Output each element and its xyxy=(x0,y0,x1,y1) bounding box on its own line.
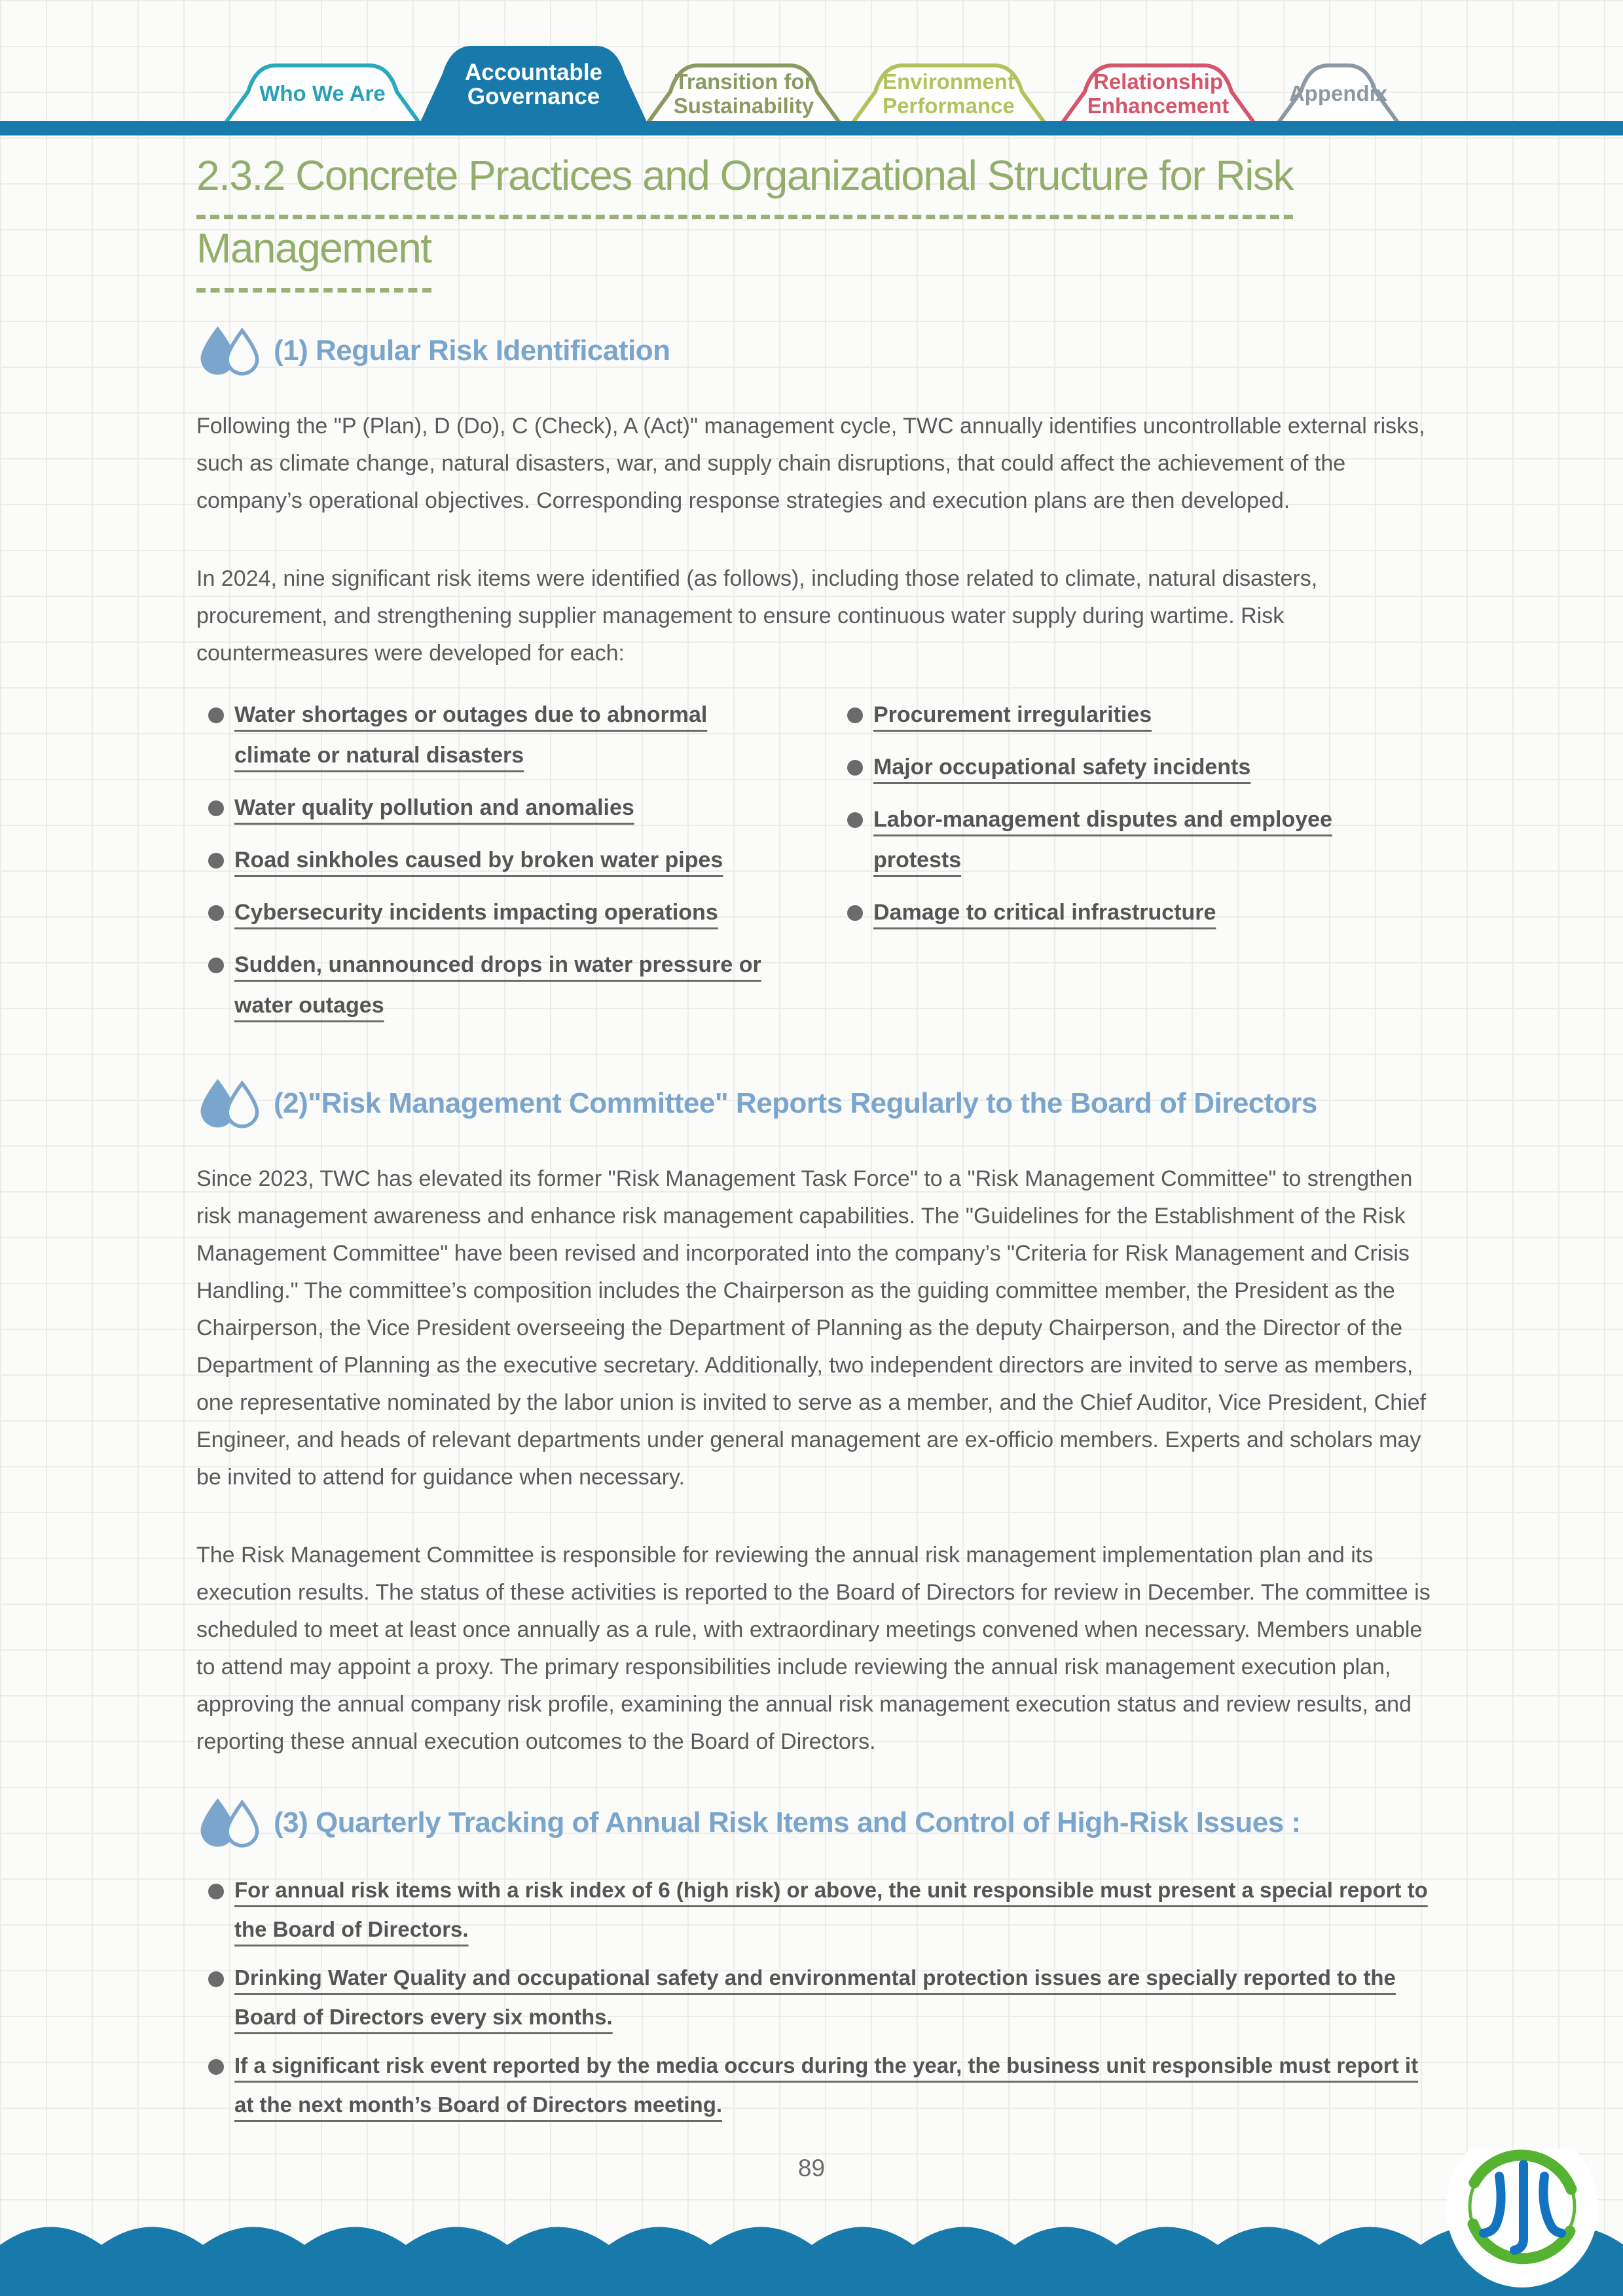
quarterly-tracking-list xyxy=(196,1871,1434,2125)
list-item: Water shortages or outages due to abnormal climate or natural disasters xyxy=(196,694,779,776)
section1-heading xyxy=(196,323,1434,379)
section2-paragraph2: The Risk Management Committee is responsible for reviewing the annual risk management implementation plan and its execution results. The status of these activities is reported to the Board of Directors for review in December. The committee is scheduled to meet at least once annually as a rule, with extraordinary meetings convened when necessary. Members unable to attend may appoint a proxy. The primary responsibilities include reviewing the annual risk management execution plan, approving the annual company risk profile, examining the annual risk management execution status and review results, and reporting these annual execution outcomes to the Board of Directors. xyxy=(196,1542,1431,1754)
section1-paragraph2: In 2024, nine significant risk items were identified (as follows), including those related to climate, natural disasters, procurement, and strengthening supplier management to ensure continuous water supply during wartime. Risk countermeasures were developed for each: xyxy=(196,565,1318,666)
page-number: 89 xyxy=(797,2155,826,2181)
risk-items-left-column xyxy=(196,694,779,1037)
list-item: Water quality pollution and anomalies xyxy=(196,787,779,828)
tab-label-line: Performance xyxy=(883,93,1015,118)
list-item: Damage to critical infrastructure xyxy=(835,892,1406,933)
section2-heading-label: (2)"Risk Management Committee" Reports Regularly to the Board of Directors xyxy=(274,1086,1317,1119)
section3-heading xyxy=(196,1795,1434,1851)
tab-label-line: Enhancement xyxy=(1087,93,1230,118)
twc-logo xyxy=(1470,2154,1575,2259)
list-item: Drinking Water Quality and occupational safety and environmental protection issues are specially reported to the Board of Directors every six months. xyxy=(196,1958,1434,2037)
water-drops-icon xyxy=(196,323,264,379)
list-item: Labor-management disputes and employee protests xyxy=(835,799,1406,880)
tab-label-line: Sustainability xyxy=(673,93,814,118)
tab-label-line: Who We Are xyxy=(259,81,386,105)
risk-items-right-column xyxy=(835,694,1406,1037)
section3-heading-label: (3) Quarterly Tracking of Annual Risk Items and Control of High-Risk Issues : xyxy=(274,1806,1301,1839)
tab-label-line: Accountable xyxy=(464,60,603,85)
list-item: Procurement irregularities xyxy=(835,694,1406,735)
page-title-line1: 2.3.2 Concrete Practices and Organizational Structure for Risk xyxy=(196,147,1293,219)
list-item: Cybersecurity incidents impacting operations xyxy=(196,892,779,933)
list-item: For annual risk items with a risk index of 6 (high risk) or above, the unit responsible must present a special report to the Board of Directors. xyxy=(196,1871,1434,1949)
tab-label-line: Environment xyxy=(883,69,1015,94)
list-item: Major occupational safety incidents xyxy=(835,747,1406,787)
list-item: Road sinkholes caused by broken water pipes xyxy=(196,840,779,880)
wave-footer xyxy=(0,2149,1623,2296)
wave-shape xyxy=(0,2227,1623,2296)
tab-label-line: Transition for xyxy=(674,69,813,94)
section1-paragraph1: Following the "P (Plan), D (Do), C (Check), A (Act)" management cycle, TWC annually identifies uncontrollable external risks, such as climate change, natural disasters, war, and supply chain disruptions, that could affect the achievement of the company’s operational objectives. Corresponding response strategies and execution plans are then developed. xyxy=(196,413,1425,513)
risk-items-list xyxy=(196,694,1434,1037)
water-drops-icon xyxy=(196,1795,264,1851)
section2-heading xyxy=(196,1075,1434,1132)
page-title xyxy=(196,147,1434,293)
water-drops-icon xyxy=(196,1075,264,1132)
list-item: If a significant risk event reported by the media occurs during the year, the business unit responsible must report it at the next month’s Board of Directors meeting. xyxy=(196,2046,1434,2125)
tab-label-line: Relationship xyxy=(1093,69,1224,94)
section2-paragraph1: Since 2023, TWC has elevated its former "Risk Management Task Force" to a "Risk Management Committee" to strengthen risk management awareness and enhance risk management capabilities. The "Guidelines for the Establishment of the Risk Management Committee" have been revised and incorporated into the company’s "Criteria for Risk Management and Crisis Handling." The committee’s composition includes the Chairperson as the guiding committee member, the President as the Chairperson, the Vice President overseeing the Department of Planning as the deputy Chairperson, and the Director of the Department of Planning as the executive secretary. Additionally, two independent directors are invited to serve as members, one representative nominated by the labor union is invited to serve as a member, and the Chief Auditor, Vice President, Chief Engineer, and heads of relevant departments under general management are ex-officio members. Experts and scholars may be invited to attend for guidance when necessary. xyxy=(196,1166,1427,1490)
tab-label-line: Governance xyxy=(467,84,600,109)
page-title-line2: Management xyxy=(196,219,431,292)
section1-heading-label: (1) Regular Risk Identification xyxy=(274,334,670,367)
list-item: Sudden, unannounced drops in water pressure or water outages xyxy=(196,944,779,1026)
tab-label-line: Appendix xyxy=(1288,81,1388,105)
